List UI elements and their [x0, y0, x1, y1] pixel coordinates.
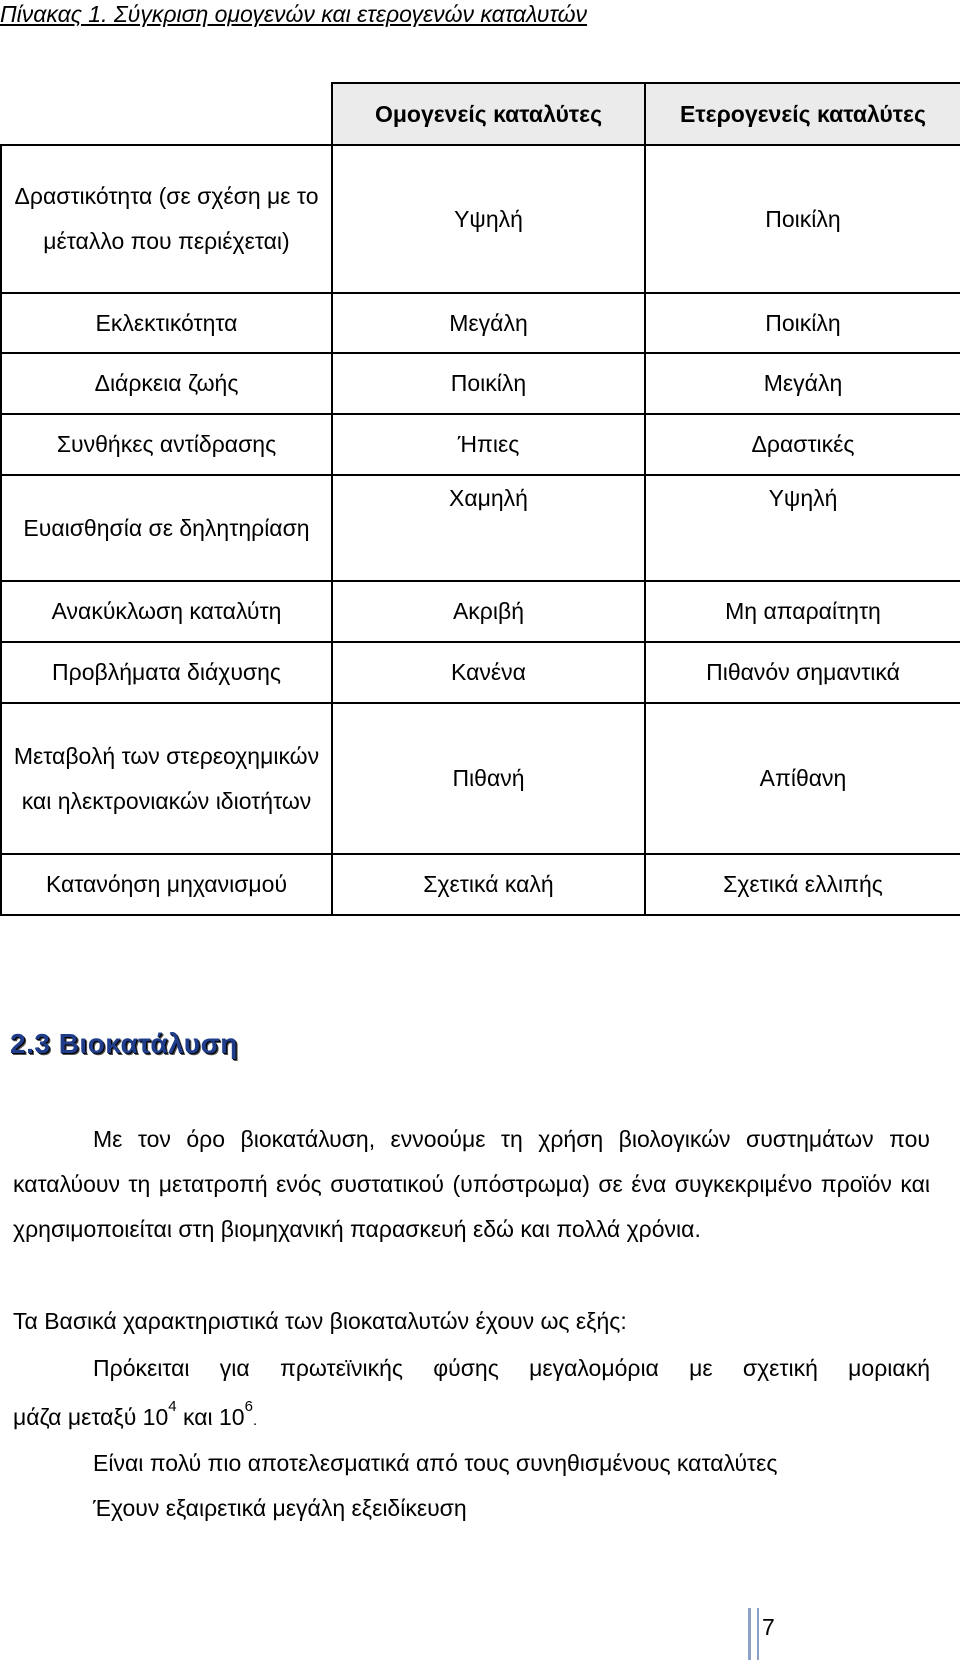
page-number: 7 — [762, 1614, 775, 1640]
cell-homogeneous: Ποικίλη — [332, 353, 645, 414]
table-row — [1, 581, 960, 642]
row-label: Δραστικότητα (σε σχέση με το μέταλλο που περιέχεται) — [1, 145, 332, 293]
period-text: . — [252, 1412, 258, 1429]
table-row — [1, 293, 960, 353]
cell-heterogeneous: Μεγάλη — [645, 353, 960, 414]
comparison-table — [0, 82, 960, 916]
cell-heterogeneous: Μη απαραίτητη — [645, 581, 960, 642]
and-text: και 10 — [176, 1404, 245, 1430]
cell-homogeneous: Σχετικά καλή — [332, 854, 645, 915]
cell-heterogeneous: Υψηλή — [645, 475, 960, 581]
cell-homogeneous: Χαμηλή — [332, 475, 645, 581]
cell-heterogeneous: Δραστικές — [645, 414, 960, 475]
row-label: Διάρκεια ζωής — [1, 353, 332, 414]
feature-item-1-continuation — [13, 1398, 258, 1436]
table-corner-cell — [1, 83, 332, 145]
table-caption: Πίνακας 1. Σύγκριση ομογενών και ετερογενών καταλυτών — [0, 1, 588, 27]
intro-paragraph: Με τον όρο βιοκατάλυση, εννοούμε τη χρήση βιολογικών συστημάτων που καταλύουν τη μετατροπή ενός συστατικού (υπόστρωμα) σε ένα συγκεκριμένο προϊόν και χρησιμοποιείται στη βιομηχανική παρασκευή εδώ και πολλά χρόνια. — [13, 1126, 930, 1242]
cell-homogeneous: Μεγάλη — [332, 293, 645, 353]
header-heterogeneous: Ετερογενείς καταλύτες — [645, 83, 960, 145]
row-label: Συνθήκες αντίδρασης — [1, 414, 332, 475]
row-label: Ανακύκλωση καταλύτη — [1, 581, 332, 642]
table-row — [1, 475, 960, 581]
cell-heterogeneous: Σχετικά ελλιπής — [645, 854, 960, 915]
cell-heterogeneous: Απίθανη — [645, 703, 960, 854]
page-number-bar — [748, 1608, 759, 1660]
table-row — [1, 353, 960, 414]
cell-homogeneous: Ακριβή — [332, 581, 645, 642]
table-row — [1, 703, 960, 854]
row-label: Μεταβολή των στερεοχημικών και ηλεκτρονιακών ιδιοτήτων — [1, 703, 332, 854]
cell-heterogeneous: Ποικίλη — [645, 145, 960, 293]
feature-item-1: Πρόκειται για πρωτεϊνικής φύσης μεγαλομόρια με σχετική μοριακή — [93, 1355, 930, 1381]
features-intro: Τα Βασικά χαρακτηριστικά των βιοκαταλυτών έχουν ως εξής: — [13, 1308, 627, 1334]
row-label: Προβλήματα διάχυσης — [1, 642, 332, 703]
mass-text: μάζα μεταξύ 10 — [13, 1404, 169, 1430]
cell-homogeneous: Κανένα — [332, 642, 645, 703]
table-row — [1, 854, 960, 915]
table-row — [1, 145, 960, 293]
table-row — [1, 642, 960, 703]
feature-item-3: Έχουν εξαιρετικά μεγάλη εξειδίκευση — [93, 1495, 467, 1521]
table-row — [1, 414, 960, 475]
exponent-6: 6 — [244, 1398, 253, 1415]
row-label: Κατανόηση μηχανισμού — [1, 854, 332, 915]
header-homogeneous: Ομογενείς καταλύτες — [332, 83, 645, 145]
cell-heterogeneous: Πιθανόν σημαντικά — [645, 642, 960, 703]
row-label: Εκλεκτικότητα — [1, 293, 332, 353]
feature-item-2: Είναι πολύ πιο αποτελεσματικά από τους συνηθισμένους καταλύτες — [93, 1450, 778, 1476]
cell-homogeneous: Ήπιες — [332, 414, 645, 475]
exponent-4: 4 — [168, 1398, 177, 1415]
table-header-row — [1, 83, 960, 145]
cell-homogeneous: Πιθανή — [332, 703, 645, 854]
cell-homogeneous: Υψηλή — [332, 145, 645, 293]
section-heading: 2.3 Βιοκατάλυση — [10, 1028, 238, 1059]
cell-heterogeneous: Ποικίλη — [645, 293, 960, 353]
row-label: Ευαισθησία σε δηλητηρίαση — [1, 475, 332, 581]
